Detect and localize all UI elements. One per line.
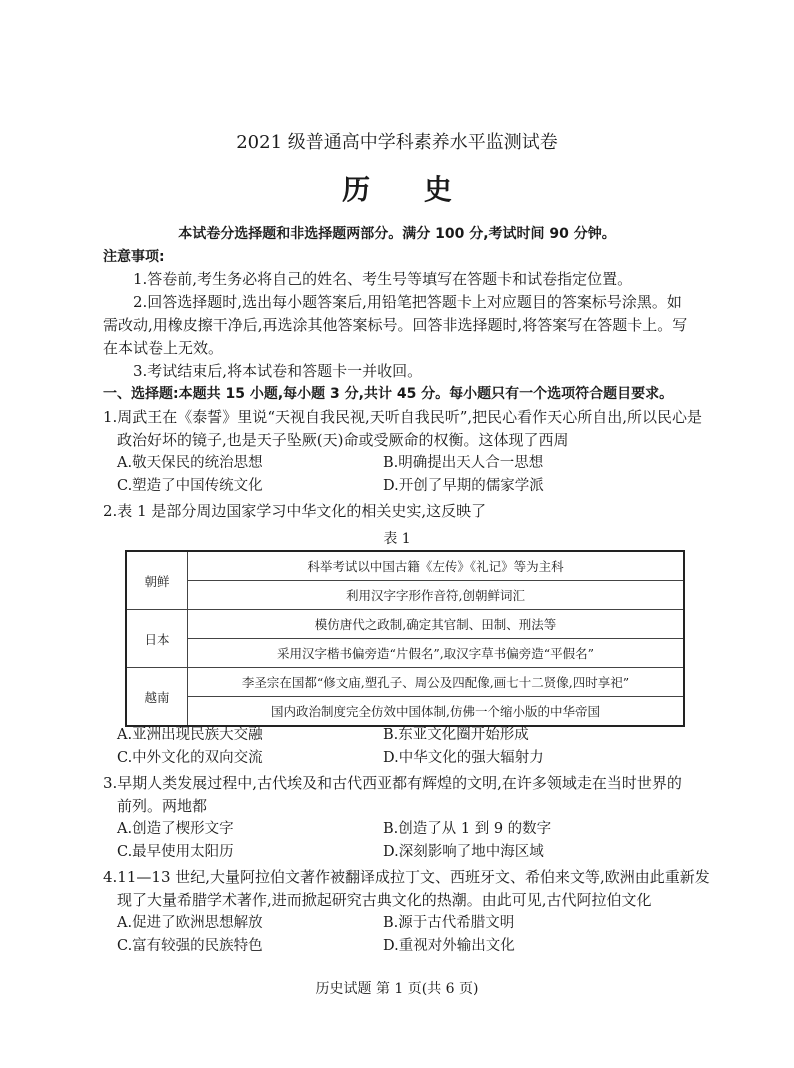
note-2-line-3: 在本试卷上无效。: [103, 339, 224, 357]
q1-stem-line-2: 政治好坏的镜子,也是天子坠厥(天)命或受厥命的权衡。这体现了西周: [117, 431, 569, 449]
exam-intro: 本试卷分选择题和非选择题两部分。满分 100 分,考试时间 90 分钟。: [178, 226, 616, 242]
q3-option-c: C.最早使用太阳历: [117, 844, 234, 860]
q2-option-b: B.东亚文化圈开始形成: [383, 727, 529, 743]
q2-stem-line-1: 2.表 1 是部分周边国家学习中华文化的相关史实,这反映了: [103, 502, 487, 520]
table-cell: 利用汉字字形作音符,创朝鲜词汇: [188, 581, 685, 610]
q4-stem-line-1: 4.11—13 世纪,大量阿拉伯文著作被翻译成拉丁文、西班牙文、希伯来文等,欧洲由此重新发: [103, 868, 710, 886]
table-row: [126, 697, 684, 727]
exam-title: 2021 级普通高中学科素养水平监测试卷: [236, 132, 558, 153]
q3-option-d: D.深刻影响了地中海区域: [383, 844, 544, 860]
table-cell-country: 越南: [126, 668, 188, 727]
note-3: 3.考试结束后,将本试卷和答题卡一并收回。: [133, 362, 423, 380]
table-row: [126, 581, 684, 610]
q4-option-d: D.重视对外输出文化: [383, 938, 515, 954]
table-row: [126, 668, 684, 697]
subject-title: 历 史: [342, 173, 474, 206]
q4-option-b: B.源于古代希腊文明: [383, 915, 515, 931]
table-cell-country: 朝鲜: [126, 551, 188, 610]
page-footer: 历史试题 第 1 页(共 6 页): [315, 981, 479, 997]
q3-option-b: B.创造了从 1 到 9 的数字: [383, 821, 552, 837]
note-2-line-2: 需改动,用橡皮擦干净后,再选涂其他答案标号。回答非选择题时,将答案写在答题卡上。写: [103, 316, 688, 334]
table-row: [126, 639, 684, 668]
q4-option-c: C.富有较强的民族特色: [117, 938, 263, 954]
table-cell-country: 日本: [126, 610, 188, 668]
q2-option-d: D.中华文化的强大辐射力: [383, 750, 544, 766]
q3-stem-line-1: 3.早期人类发展过程中,古代埃及和古代西亚都有辉煌的文明,在许多领域走在当时世界的: [103, 774, 682, 792]
table-cell: 采用汉字楷书偏旁造“片假名”,取汉字草书偏旁造“平假名”: [188, 639, 685, 668]
notes-heading: 注意事项:: [103, 249, 165, 265]
table-cell: 李圣宗在国都“修文庙,塑孔子、周公及四配像,画七十二贤像,四时享祀”: [188, 668, 685, 697]
table-caption: 表 1: [383, 531, 411, 547]
table-cell: 科举考试以中国古籍《左传》《礼记》等为主科: [188, 551, 685, 581]
q2-option-a: A.亚洲出现民族大交融: [117, 727, 263, 743]
q3-stem-line-2: 前列。两地都: [117, 797, 208, 815]
q3-option-a: A.创造了楔形文字: [117, 821, 234, 837]
q4-stem-line-2: 现了大量希腊学术著作,进而掀起研究古典文化的热潮。由此可见,古代阿拉伯文化: [117, 891, 652, 909]
table-row: [126, 610, 684, 639]
culture-table: [125, 550, 685, 727]
section-1-heading: 一、选择题:本题共 15 小题,每小题 3 分,共计 45 分。每小题只有一个选项符合题目要求。: [103, 386, 674, 402]
note-2-line-1: 2.回答选择题时,选出每小题答案后,用铅笔把答题卡上对应题目的答案标号涂黑。如: [133, 293, 682, 311]
q1-option-c: C.塑造了中国传统文化: [117, 478, 263, 494]
note-1: 1.答卷前,考生务必将自己的姓名、考生号等填写在答题卡和试卷指定位置。: [133, 270, 633, 288]
table-row: [126, 551, 684, 581]
q1-stem-line-1: 1.周武王在《泰誓》里说“天视自我民视,天听自我民听”,把民心看作天心所自出,所以民心是: [103, 408, 702, 426]
q2-option-c: C.中外文化的双向交流: [117, 750, 263, 766]
q1-option-d: D.开创了早期的儒家学派: [383, 478, 544, 494]
table-cell: 国内政治制度完全仿效中国体制,仿佛一个缩小版的中华帝国: [188, 697, 685, 727]
table-cell: 模仿唐代之政制,确定其官制、田制、刑法等: [188, 610, 685, 639]
q1-option-a: A.敬天保民的统治思想: [117, 455, 263, 471]
q1-option-b: B.明确提出天人合一思想: [383, 455, 544, 471]
q4-option-a: A.促进了欧洲思想解放: [117, 915, 263, 931]
